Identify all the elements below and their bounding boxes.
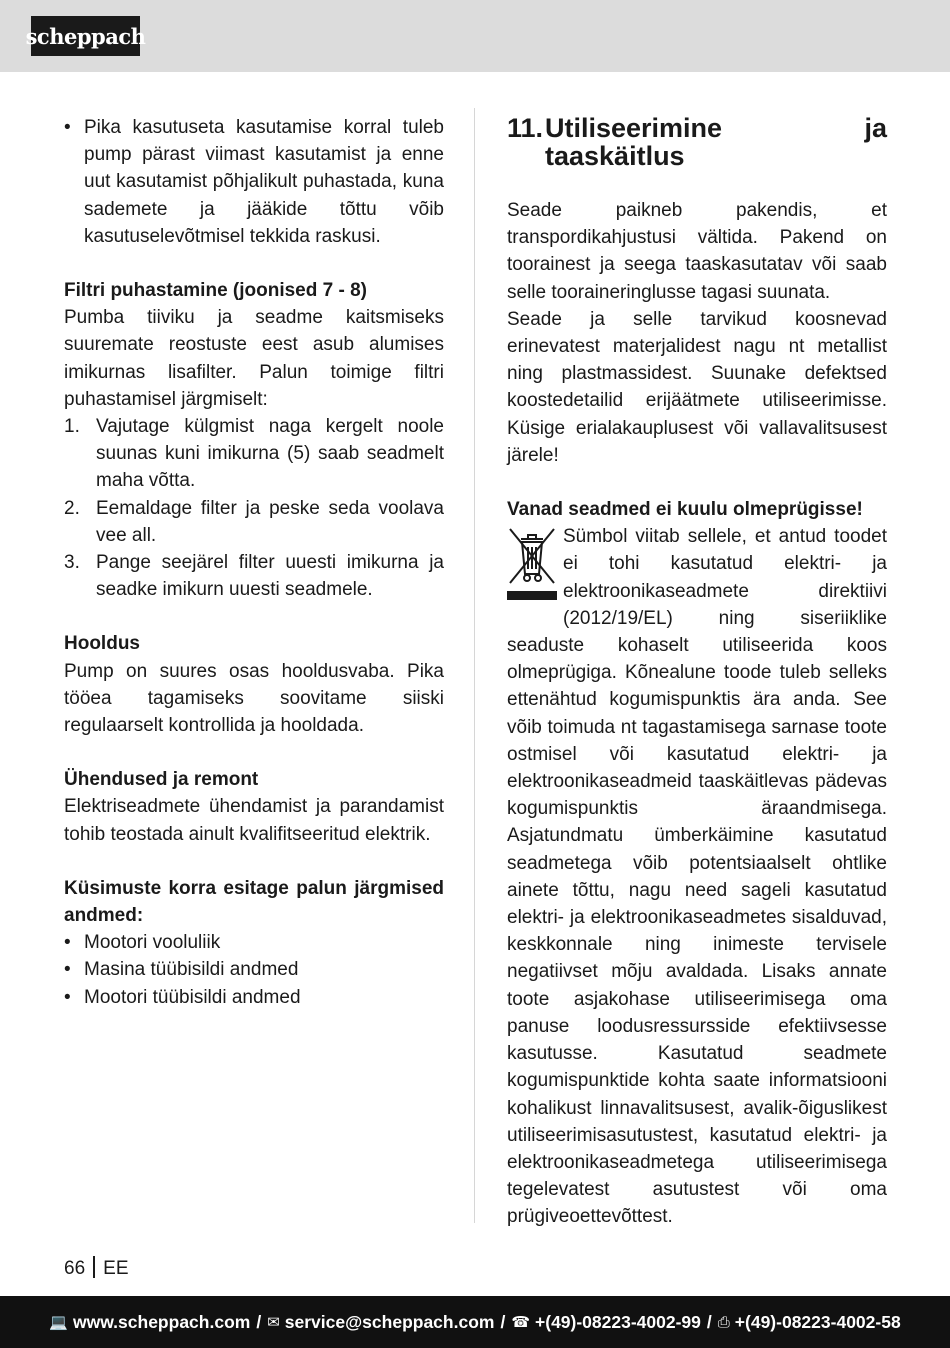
filter-steps	[64, 413, 444, 603]
maintenance-heading: Hooldus	[64, 633, 140, 655]
scheppach-logo: scheppach	[31, 16, 140, 56]
repair-text: Elektriseadmete ühendamist ja parandamist tohib teostada ainult kvalifitseeritud elektrik.	[64, 796, 444, 845]
list-item: • Mootori vooluliik	[64, 929, 444, 956]
computer-icon: 💻	[49, 1314, 68, 1331]
packaging-text: Seade paikneb pakendis, et transpordikahjustusi vältida. Pakend on toorainest ja seega taaskasutatav või saab selle tooraineringlusse tagasi suunata.	[507, 200, 887, 303]
phone-number: +(49)-08223-4002-99	[535, 1311, 701, 1332]
maintenance-text: Pump on suures osas hooldusvaba. Pika tööea tagamiseks soovitame siiski regulaarselt kontrollida ja hooldada.	[64, 660, 444, 737]
fax-icon: ⎙	[717, 1313, 730, 1331]
email-link[interactable]: service@scheppach.com	[284, 1311, 495, 1332]
list-item: 1. Vajutage külgmist naga kergelt noole suunas kuni imikurna (5) saab seadmelt maha võtta.	[64, 416, 444, 492]
mail-icon: ✉	[267, 1314, 280, 1331]
page-number: 66	[64, 1258, 86, 1279]
intro-list	[64, 114, 444, 250]
repair-heading: Ühendused ja remont	[64, 769, 259, 791]
phone-icon: ☎	[511, 1314, 531, 1331]
weee-heading: Vanad seadmed ei kuulu olmeprügisse!	[507, 499, 863, 521]
questions-heading: Küsimuste korra esitage palun järgmised andmed:	[64, 877, 444, 927]
page-header	[0, 0, 950, 72]
filter-heading: Filtri puhastamine (joonised 7 - 8)	[64, 280, 367, 302]
left-column	[64, 114, 444, 1011]
language-code: EE	[103, 1258, 129, 1279]
right-column	[507, 114, 887, 1231]
list-item: 2. Eemaldage filter ja peske seda voolava vee all.	[64, 497, 444, 546]
list-item: • Masina tüübisildi andmed	[64, 956, 444, 983]
crossed-bin-icon	[507, 525, 557, 605]
weee-text: Sümbol viitab sellele, et antud toodet ei tohi kasutatud elektri- ja elektroonikaseadmete direktiivi (2012/19/EL) ning siseriiklike seaduste kohaselt utiliseerida koos olmeprügiga. Kõnealune toode tuleb selleks ettenähtud kogumispunktis ära anda. See võib toimuda nt tagastamisega sarnase toote ostmisel või kasutatud elektri- ja elektroonikaseadmeid taaskäitlevas pädevas kogumispunktis äraandmisega. Asjatundmatu ümberkäimine kasutatud seadmetega võib potentsiaalselt ohtlike ainete tõttu, nagu need sageli kasutatud elektri- ja elektroonikaseadmetes sisalduvad, keskkonnale ning inimeste tervisele negatiivset mõju avaldada. Lisaks annate toote asjakohase utiliseerimisega oma panuse loodusressursside efektiivsesse kasutusse. Kasutatud seadmete kogumispunktide kohta saate informatsiooni kohalikust linnavalitsusest, avalik-õiguslikest utiliseerimisasutustest, kasutatud elektri- ja elektroonikaseadmetega utiliseerimisega tegelevatest asutustest või oma prügiveoettevõttest.	[507, 526, 887, 1228]
filter-text: Pumba tiiviku ja seadme kaitsmiseks suuremate reostuste eest asub alumises imikurnas lisafilter. Palun toimige filtri puhastamisel järgmiselt:	[64, 307, 444, 410]
materials-text: Seade ja selle tarvikud koosnevad erinevatest materjalidest nagu nt metallist ning plastmassidest. Suunake defektsed koostedetailid erijäätmete utiliseerimisse. Küsige erialakauplusest või vallavalitsusest järele!	[507, 308, 887, 466]
contact-bar: 💻 www.scheppach.com / ✉ service@scheppach.com / ☎ +(49)-08223-4002-99 / ⎙ +(49)-08223-4002-58	[0, 1296, 950, 1348]
list-item: 3. Pange seejärel filter uuesti imikurna ja seadke imikurn uuesti seadmele.	[64, 552, 444, 601]
column-divider	[474, 108, 475, 1223]
section-title	[507, 114, 887, 170]
list-item: • Mootori tüübisildi andmed	[64, 984, 444, 1011]
list-item: • Pika kasutuseta kasutamise korral tuleb pump pärast viimast kasutamist ja enne uut kasutamist põhjalikult puhastada, kuna sademete ja jääkide tõttu võib kasutuselevõtmisel tekkida raskusi.	[64, 114, 444, 250]
section-title-text: Utiliseerimine ja taaskäitlus	[545, 113, 887, 171]
fax-number: +(49)-08223-4002-58	[734, 1311, 901, 1332]
page-footer	[64, 1256, 129, 1282]
questions-list	[64, 929, 444, 1011]
website-link[interactable]: www.scheppach.com	[73, 1311, 251, 1332]
page-separator	[93, 1256, 95, 1278]
section-number: 11.	[507, 113, 544, 143]
